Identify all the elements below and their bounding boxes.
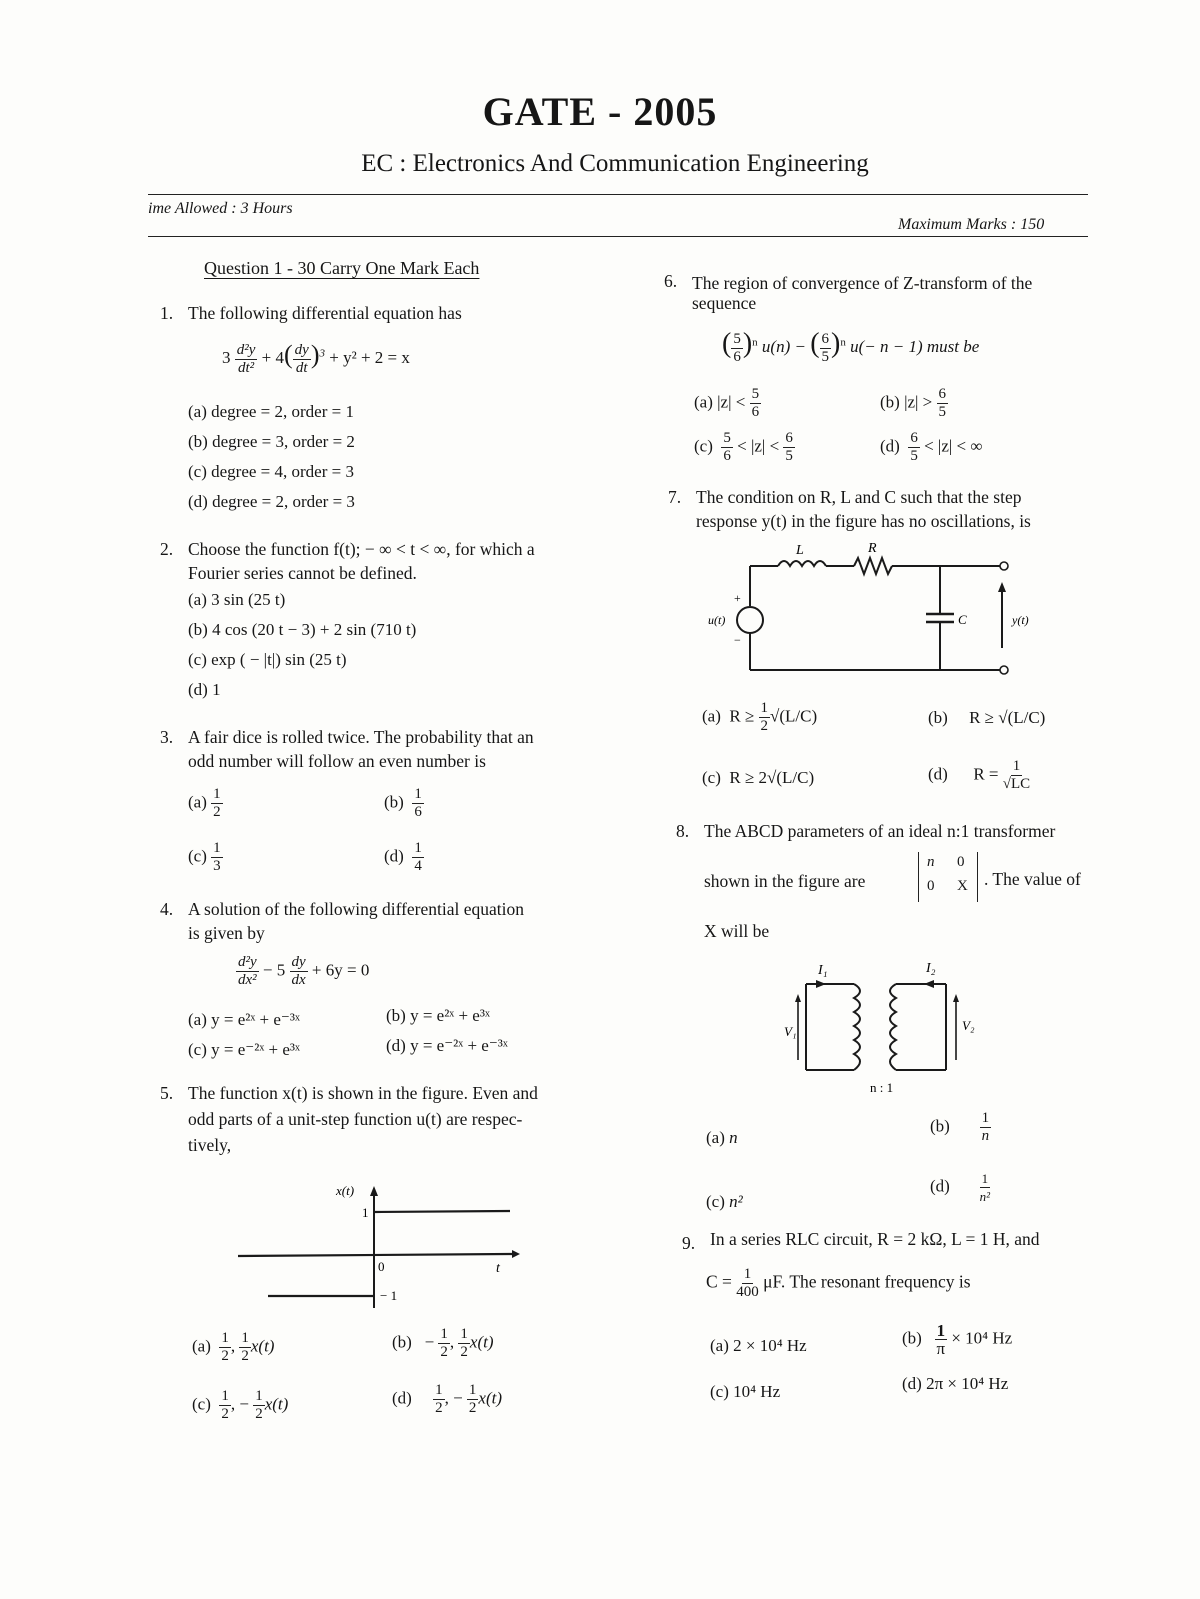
- question-4-option-c: (c) y = e⁻²ˣ + e³ˣ: [188, 1040, 300, 1059]
- page-title: GATE - 2005: [482, 89, 718, 134]
- question-7-circuit: [700, 536, 1030, 686]
- question-5-option-c: (c) $\frac{1}{2}$ , − $\frac{1}{2}$ x(t): [192, 1388, 289, 1422]
- section-heading: Question 1 - 30 Carry One Mark Each: [204, 258, 480, 278]
- question-4-option-a: (a) y = e²ˣ + e⁻³ˣ: [188, 1010, 300, 1029]
- question-9-text-line-2: C = $\frac{1}{400}$ μF. The resonant frequency is: [706, 1266, 971, 1300]
- question-8-option-d: (d) $\frac{1}{\text{n²}}$: [930, 1171, 991, 1204]
- question-2-option-d: (d) 1: [188, 680, 221, 699]
- question-5-text-line-1: The function x(t) is shown in the figure. Even and: [188, 1083, 538, 1103]
- output-label: y(t): [1012, 613, 1029, 627]
- question-6-number: 6.: [664, 271, 678, 291]
- question-2-option-a: (a) 3 sin (25 t): [188, 590, 286, 609]
- question-9-number: 9.: [682, 1233, 696, 1253]
- question-4-option-b: (b) y = e²ˣ + e³ˣ: [386, 1006, 490, 1025]
- question-9-option-b: (b) $\frac{1}{\pi}$ × 10⁴ Hz: [902, 1321, 1013, 1358]
- question-7-number: 7.: [668, 487, 682, 507]
- current-arrow-icon: [816, 980, 826, 988]
- question-5-figure: [230, 1180, 530, 1310]
- question-6-text-line-1: The region of convergence of Z-transform of the: [692, 273, 1033, 293]
- question-7-option-c: (c) R ≥ 2√(L/C): [702, 768, 815, 787]
- question-2-text-line-2: Fourier series cannot be defined.: [188, 563, 417, 583]
- question-1-equation: 3 $\frac{\text{d²y}}{\text{dt²}}$ + 4( $\frac{dy}{dt}$ )$^3$ + y² + 2 = x: [222, 340, 410, 376]
- current-arrow-icon: [924, 980, 934, 988]
- question-7-option-d: (d) R = $\frac{1}{√LC}$: [928, 758, 1031, 792]
- matrix-a: n: [927, 854, 935, 870]
- question-2-text-line-1: Choose the function f(t); − ∞ < t < ∞, for which a: [188, 539, 535, 559]
- header-rule-bottom: [148, 236, 1088, 237]
- question-4-text-line-1: A solution of the following differential equation: [188, 899, 525, 919]
- question-5-text-line-2: odd parts of a unit-step function u(t) are respec-: [188, 1109, 523, 1129]
- question-5-option-d: (d) $\frac{1}{2}$ , − $\frac{1}{2}$ x(t): [392, 1382, 503, 1416]
- question-8-option-b: (b) $\frac{1}{n}$: [930, 1110, 990, 1144]
- question-9-option-a: (a) 2 × 10⁴ Hz: [710, 1336, 807, 1355]
- question-2-number: 2.: [160, 539, 174, 559]
- v2-label: V₂: [962, 1018, 975, 1033]
- y-axis-arrow-icon: [370, 1186, 378, 1196]
- matrix-d: X: [957, 878, 968, 894]
- output-terminal-bottom: [1000, 666, 1008, 674]
- inductor-label: L: [796, 543, 804, 558]
- primary-coil: [854, 984, 860, 1070]
- question-8-transformer: [784, 950, 984, 1100]
- time-allowed: ime Allowed : 3 Hours: [148, 200, 293, 217]
- question-6-option-b: (b) |z| > $\frac{6}{5}$: [880, 386, 947, 420]
- question-8-number: 8.: [676, 821, 690, 841]
- question-3-option-a: (a) $\frac{1}{2}$: [188, 786, 221, 820]
- question-6-option-a: (a) |z| < $\frac{5}{6}$: [694, 386, 760, 420]
- origin-label: 0: [378, 1259, 385, 1274]
- question-7-text-line-1: The condition on R, L and C such that the step: [696, 487, 1022, 507]
- arrow-up-icon: [795, 994, 801, 1002]
- question-1-number: 1.: [160, 303, 174, 323]
- question-4-text-line-2: is given by: [188, 923, 265, 943]
- question-6-option-d: (d) $\frac{6}{5}$ < |z| < ∞: [880, 430, 983, 464]
- question-7-option-a: (a) R ≥ $\frac{1}{2}$ √(L/C): [702, 700, 818, 734]
- question-6-option-c: (c) $\frac{5}{6}$ < |z| < $\frac{6}{5}$: [694, 430, 793, 464]
- question-1-option-b: (b) degree = 3, order = 2: [188, 432, 355, 451]
- maximum-marks: Maximum Marks : 150: [898, 216, 1045, 233]
- inductor: [778, 561, 826, 566]
- matrix-c: 0: [927, 878, 935, 894]
- i1-label: I₁: [818, 963, 828, 978]
- x-t-label: x(t): [336, 1183, 355, 1198]
- question-8-option-c: (c) n²: [706, 1192, 743, 1211]
- question-9-option-d: (d) 2π × 10⁴ Hz: [902, 1374, 1009, 1393]
- arrow-up-icon: [998, 582, 1006, 592]
- matrix-b: 0: [957, 854, 965, 870]
- abcd-matrix: [918, 852, 978, 902]
- question-8-text-line-3: . The value of: [984, 869, 1081, 889]
- question-9-text-line-1: In a series RLC circuit, R = 2 kΩ, L = 1 H, and: [710, 1229, 1040, 1249]
- question-3-option-c: (c) $\frac{1}{3}$: [188, 840, 221, 874]
- question-8-text-line-4: X will be: [704, 921, 770, 941]
- question-1-text: The following differential equation has: [188, 303, 462, 323]
- x-axis-arrow-icon: [512, 1250, 520, 1258]
- question-4-option-d: (d) y = e⁻²ˣ + e⁻³ˣ: [386, 1036, 508, 1055]
- resistor-label: R: [868, 541, 877, 556]
- question-1-option-a: (a) degree = 2, order = 1: [188, 402, 354, 421]
- question-5-option-b: (b) − $\frac{1}{2}$ , $\frac{1}{2}$ x(t): [392, 1326, 494, 1360]
- question-8-option-a: (a) n: [706, 1128, 738, 1147]
- question-8-text-line-2: shown in the figure are: [704, 871, 866, 891]
- turns-ratio-label: n : 1: [870, 1080, 894, 1095]
- plus-label: +: [734, 591, 741, 605]
- voltage-source: [737, 607, 763, 633]
- minus-label: −: [734, 633, 741, 647]
- tick-minus-one: − 1: [380, 1288, 398, 1303]
- output-terminal-top: [1000, 562, 1008, 570]
- question-3-option-d: (d) $\frac{1}{4}$: [384, 840, 422, 874]
- question-4-equation: $\frac{\text{d²y}}{\text{dx²}}$ − 5 $\frac{dy}{dx}$ + 6y = 0: [238, 954, 370, 988]
- question-3-option-b: (b) $\frac{1}{6}$: [384, 786, 422, 820]
- page-subtitle: EC : Electronics And Communication Engineering: [361, 150, 869, 177]
- question-1-option-c: (c) degree = 4, order = 3: [188, 462, 354, 481]
- signal-positive-level: [374, 1211, 510, 1212]
- question-5-option-a: (a) $\frac{1}{2}$ , $\frac{1}{2}$ x(t): [192, 1330, 275, 1364]
- question-2-option-b: (b) 4 cos (20 t − 3) + 2 sin (710 t): [188, 620, 417, 639]
- tick-one: 1: [362, 1205, 369, 1220]
- question-5-text-line-3: tively,: [188, 1135, 232, 1155]
- question-6-sequence: ( $\frac{5}{6}$ )$^n$ u(n) − ( $\frac{6}{5}$ )$^n$ u(− n − 1) must be: [722, 328, 980, 365]
- question-6-text-line-2: sequence: [692, 293, 757, 313]
- question-3-number: 3.: [160, 727, 174, 747]
- secondary-coil: [890, 984, 896, 1070]
- question-3-text-line-2: odd number will follow an even number is: [188, 751, 486, 771]
- question-5-number: 5.: [160, 1083, 174, 1103]
- resistor: [854, 558, 892, 574]
- header-rule-top: [148, 194, 1088, 195]
- question-9-option-c: (c) 10⁴ Hz: [710, 1382, 781, 1401]
- question-4-number: 4.: [160, 899, 174, 919]
- t-axis-label: t: [496, 1261, 500, 1276]
- question-8-text-line-1: The ABCD parameters of an ideal n:1 transformer: [704, 821, 1056, 841]
- question-7-option-b: (b) R ≥ √(L/C): [928, 708, 1046, 727]
- capacitor-label: C: [958, 612, 967, 627]
- source-label: u(t): [708, 613, 726, 627]
- arrow-up-icon: [953, 994, 959, 1002]
- question-3-text-line-1: A fair dice is rolled twice. The probability that an: [188, 727, 534, 747]
- i2-label: I₂: [926, 961, 936, 976]
- question-7-text-line-2: response y(t) in the figure has no oscillations, is: [696, 511, 1031, 531]
- v1-label: V₁: [784, 1024, 797, 1039]
- question-2-option-c: (c) exp ( − |t|) sin (25 t): [188, 650, 347, 669]
- question-1-option-d: (d) degree = 2, order = 3: [188, 492, 355, 511]
